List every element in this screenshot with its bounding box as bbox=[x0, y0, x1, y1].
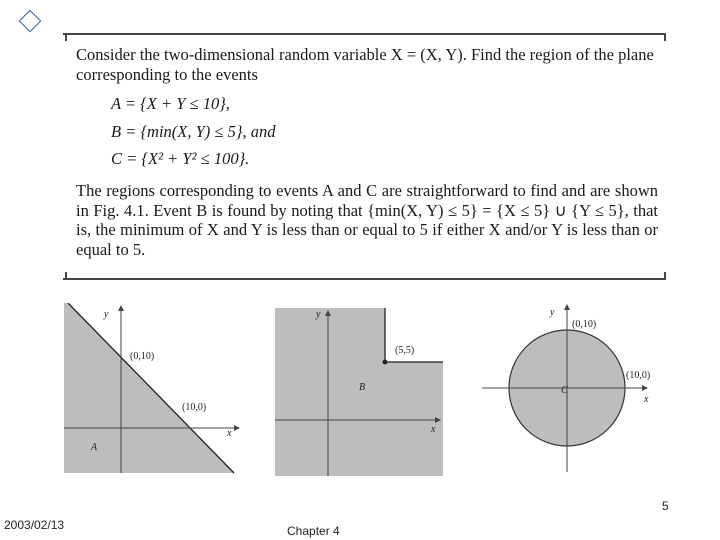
x-axis-label: x bbox=[644, 394, 649, 405]
page-number: 5 bbox=[662, 499, 669, 513]
corner-point bbox=[383, 360, 388, 365]
problem-text-box bbox=[63, 33, 666, 280]
x-axis-arrow-icon bbox=[642, 385, 648, 391]
y-axis-label: y bbox=[316, 309, 321, 320]
x-intercept-label: (10,0) bbox=[182, 402, 207, 413]
figure-region-b bbox=[275, 308, 450, 478]
event-b-definition: B = {min(X, Y) ≤ 5}, and bbox=[111, 122, 276, 141]
box-corner-tick bbox=[664, 272, 666, 278]
region-b-label: B bbox=[359, 382, 366, 393]
box-corner-tick bbox=[664, 35, 666, 41]
figure-region-c bbox=[480, 300, 670, 475]
x-axis-label: x bbox=[431, 424, 436, 435]
event-c-definition: C = {X² + Y² ≤ 100}. bbox=[111, 149, 250, 168]
event-a-definition: A = {X + Y ≤ 10}, bbox=[111, 94, 230, 113]
y-axis-arrow-icon bbox=[564, 304, 570, 310]
region-a-label: A bbox=[91, 442, 98, 453]
box-corner-tick bbox=[65, 272, 67, 278]
box-corner-tick bbox=[65, 35, 67, 41]
y-axis-label: y bbox=[550, 307, 555, 318]
problem-intro: Consider the two-dimensional random variable X = (X, Y). Find the region of the plane corresponding to the events bbox=[76, 45, 654, 84]
x-axis-label: x bbox=[227, 428, 232, 439]
right-point-label: (10,0) bbox=[626, 370, 651, 381]
x-axis-arrow-icon bbox=[234, 425, 240, 431]
footer-chapter: Chapter 4 bbox=[287, 524, 340, 538]
figure-region-a bbox=[64, 303, 244, 478]
y-intercept-label: (0,10) bbox=[130, 351, 155, 362]
y-axis-label: y bbox=[104, 309, 109, 320]
top-point-label: (0,10) bbox=[572, 319, 597, 330]
solution-text: The regions corresponding to events A and C are straightforward to find and are shown in Fig. 4.1. Event B is found by noting that {min(X, Y) ≤ 5} = {X ≤ 5} ∪ {Y ≤ 5}, that is, the minimum of X and Y is less than or equal to 5 if either X and/or Y is less than or equal to 5. bbox=[76, 181, 658, 259]
footer-date: 2003/02/13 bbox=[4, 518, 65, 532]
corner-label: (5,5) bbox=[395, 345, 415, 356]
y-axis-arrow-icon bbox=[118, 305, 124, 311]
diamond-bullet-icon bbox=[19, 10, 42, 33]
region-c-label: C bbox=[561, 385, 568, 396]
